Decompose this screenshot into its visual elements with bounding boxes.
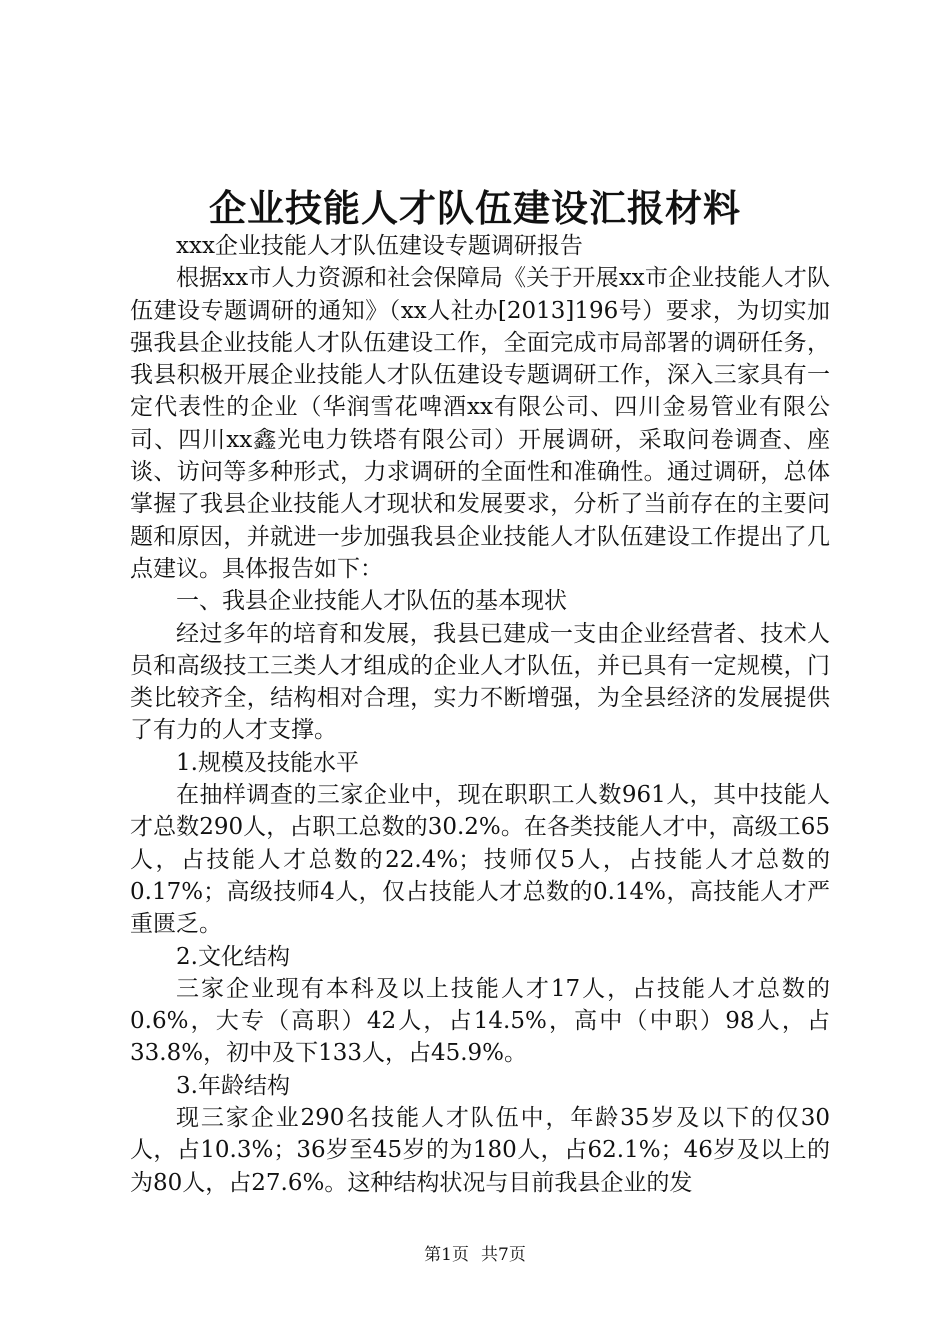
document-body xyxy=(130,230,830,1199)
document-title: 企业技能人才队伍建设汇报材料 xyxy=(209,186,741,230)
page-total: 共7页 xyxy=(481,1245,526,1265)
subsection-2-heading: 2.文化结构 xyxy=(176,943,290,970)
subsection-2-paragraph: 三家企业现有本科及以上技能人才17人，占技能人才总数的0.6%，大专（高职）42人，占14.5%，高中（中职）98人，占33.8%，初中及下133人，占45.9%。 xyxy=(130,975,830,1067)
subsection-3-heading: 3.年龄结构 xyxy=(176,1072,290,1099)
subsection-3-paragraph: 现三家企业290名技能人才队伍中，年龄35岁及以下的仅30人，占10.3%；36岁至45岁的为180人，占62.1%；46岁及以上的为80人，占27.6%。这种结构状况与目前我县企业的发 xyxy=(130,1105,830,1196)
report-subtitle: xxx企业技能人才队伍建设专题调研报告 xyxy=(176,233,583,259)
section-1-heading: 一、我县企业技能人才队伍的基本现状 xyxy=(176,588,567,615)
section-1-paragraph: 经过多年的培育和发展，我县已建成一支由企业经营者、技术人员和高级技工三类人才组成的企业人才队伍，并已具有一定规模，门类比较齐全，结构相对合理，实力不断增强，为全县经济的发展提供了有力的人才支撑。 xyxy=(130,620,830,744)
page-number: 第1页 xyxy=(424,1245,469,1265)
intro-paragraph: 根据xx市人力资源和社会保障局《关于开展xx市企业技能人才队伍建设专题调研的通知》（xx人社办[2013]196号）要求，为切实加强我县企业技能人才队伍建设工作，全面完成市局部署的调研任务，我县积极开展企业技能人才队伍建设专题调研工作，深入三家具有一定代表性的企业（华润雪花啤酒xx有限公司、四川金易管业有限公司、四川xx鑫光电力铁塔有限公司）开展调研，采取问卷调查、座谈、访问等多种形式，力求调研的全面性和准确性。通过调研，总体掌握了我县企业技能人才现状和发展要求，分析了当前存在的主要问题和原因，并就进一步加强我县企业技能人才队伍建设工作提出了几点建议。具体报告如下： xyxy=(130,265,830,582)
page-footer xyxy=(0,1243,950,1267)
subsection-1-heading: 1.规模及技能水平 xyxy=(176,749,359,776)
subsection-1-paragraph: 在抽样调查的三家企业中，现在职职工人数961人，其中技能人才总数290人，占职工总数的30.2%。在各类技能人才中，高级工65人，占技能人才总数的22.4%；技师仅5人，占技能人才总数的0.17%；高级技师4人，仅占技能人才总数的0.14%，高技能人才严重匮乏。 xyxy=(130,782,830,938)
